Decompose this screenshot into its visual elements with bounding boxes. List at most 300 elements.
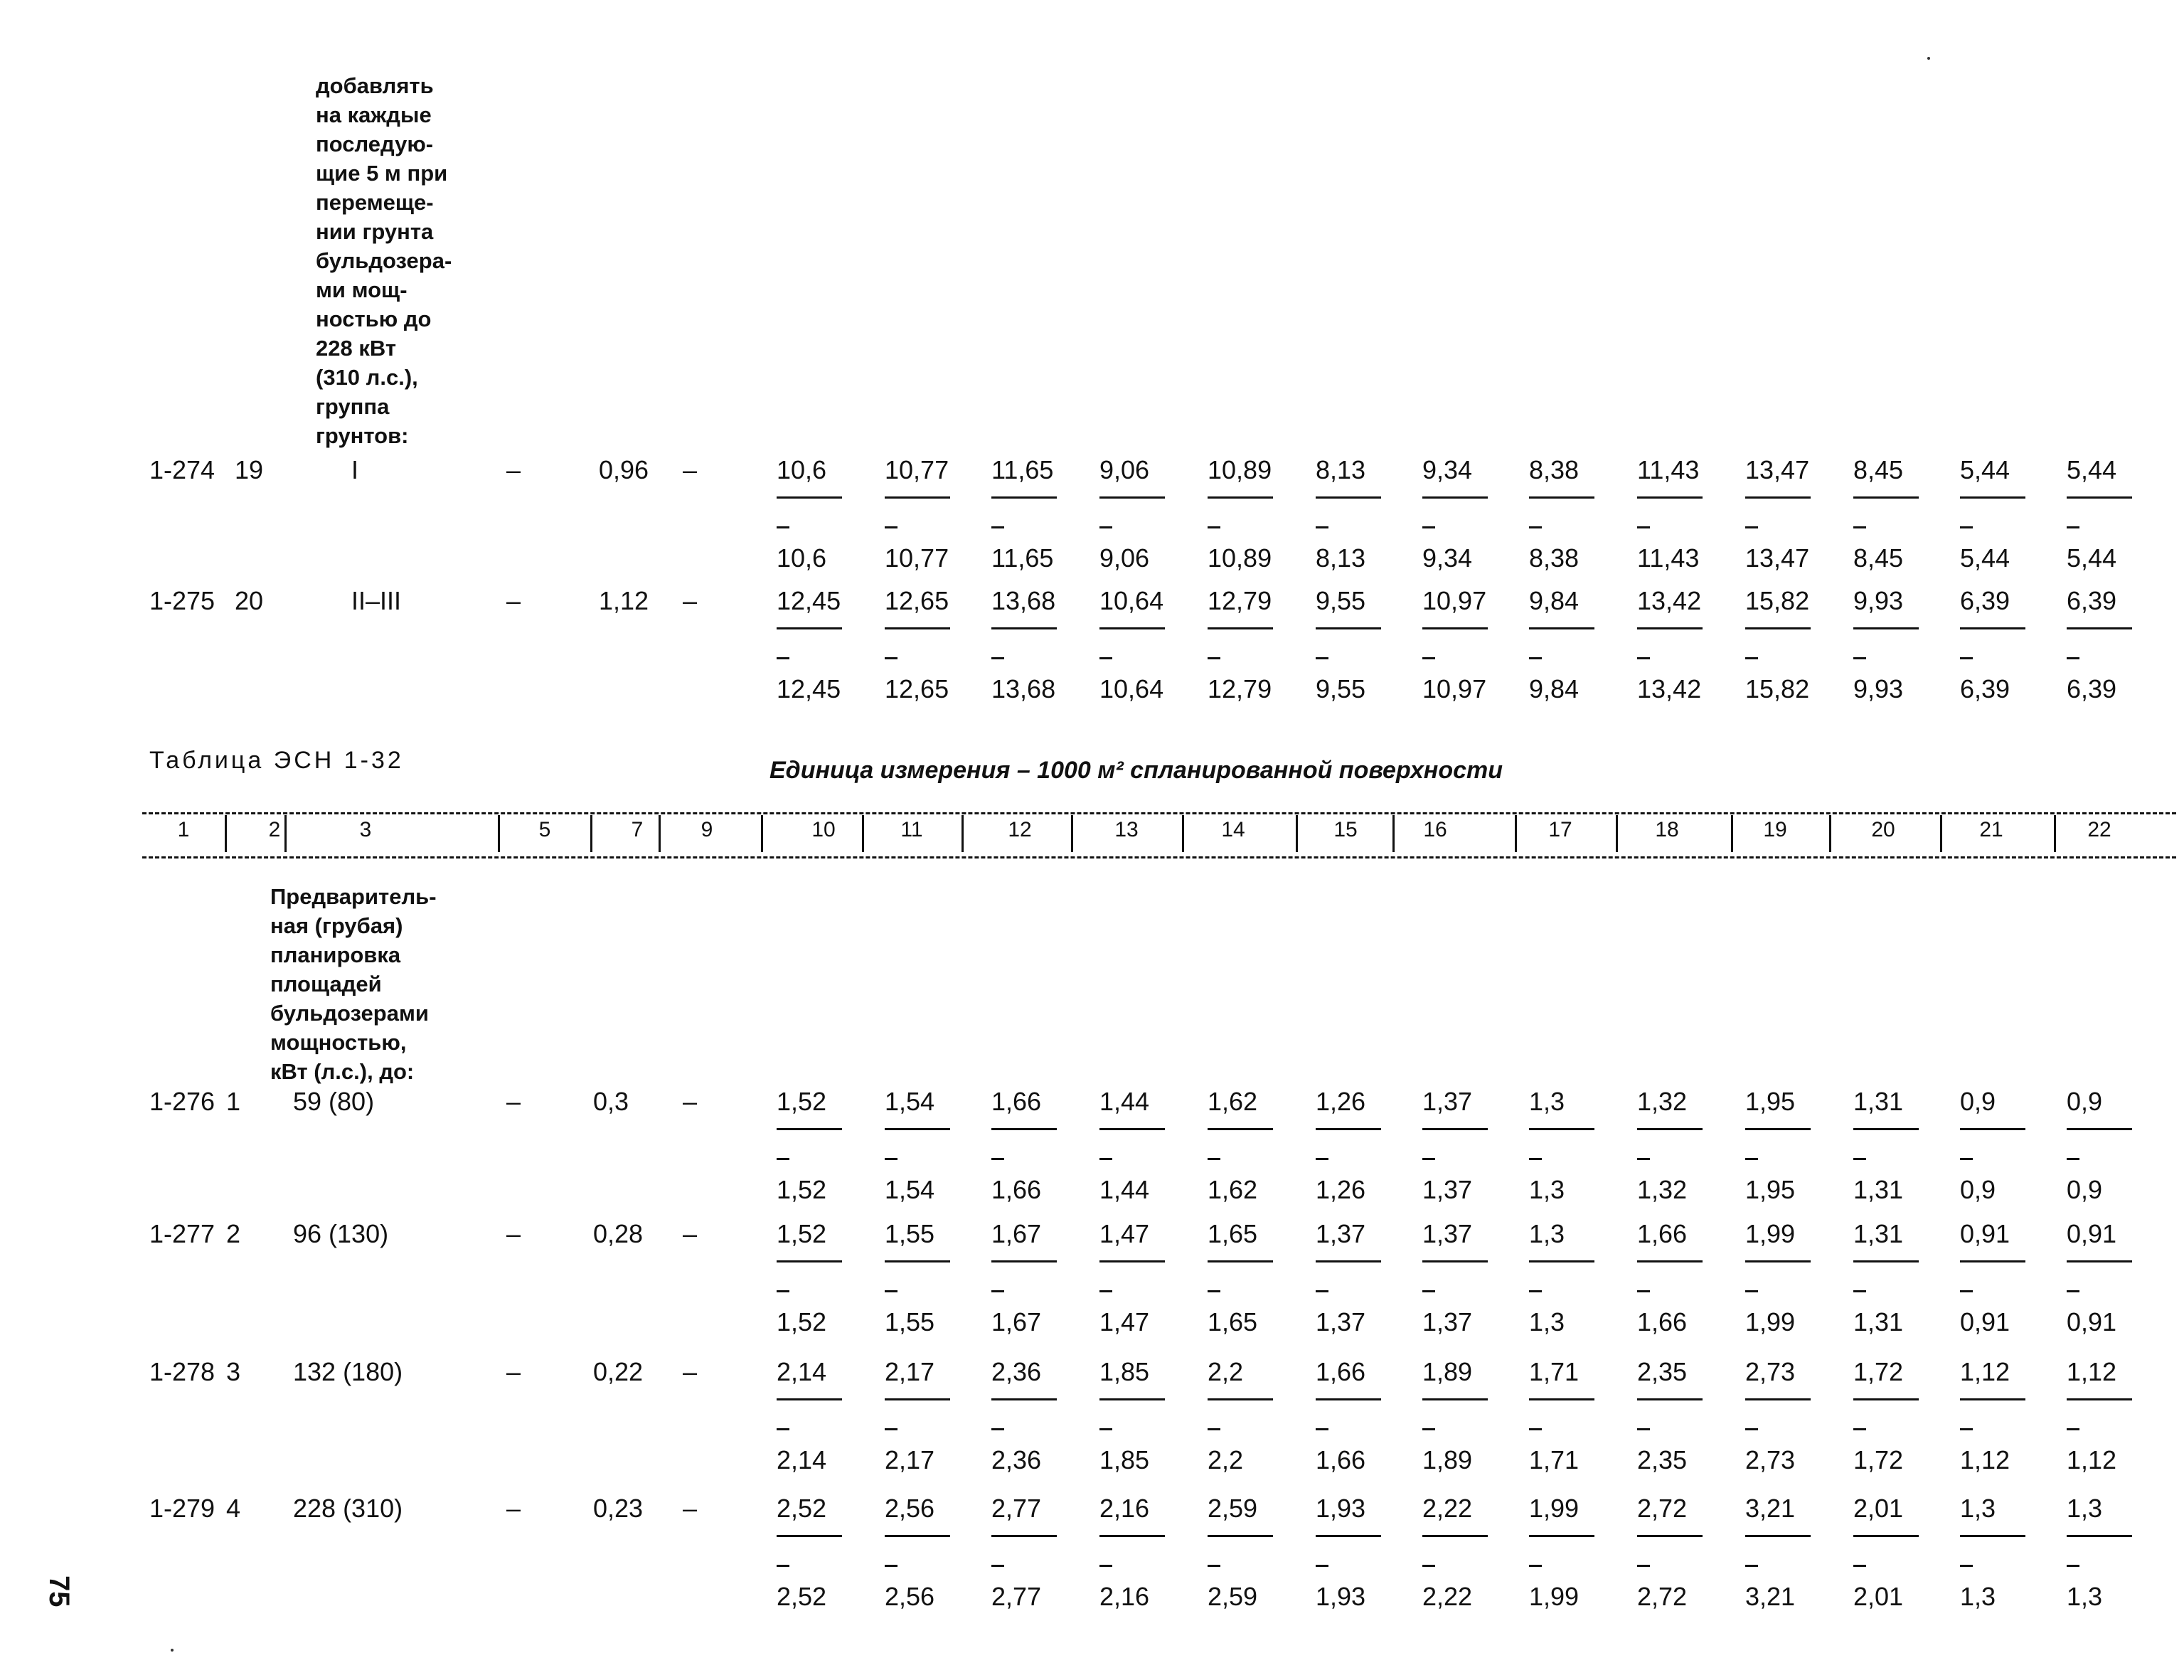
fraction-bar bbox=[2067, 1398, 2132, 1400]
header-cell: 15 bbox=[1333, 818, 1358, 841]
value-numerator: 1,67 bbox=[991, 1219, 1042, 1248]
value-numerator: 1,66 bbox=[1637, 1219, 1688, 1248]
value-denominator: 1,93 bbox=[1316, 1582, 1366, 1611]
value-denominator: 9,34 bbox=[1422, 543, 1473, 573]
fraction-bar bbox=[991, 1128, 1057, 1130]
minus-sign bbox=[777, 1428, 789, 1430]
minus-sign bbox=[2067, 657, 2079, 659]
value-numerator: 1,85 bbox=[1099, 1357, 1150, 1386]
value-numerator: 1,65 bbox=[1208, 1219, 1258, 1248]
fraction-bar bbox=[1745, 1535, 1811, 1537]
minus-sign bbox=[991, 526, 1004, 528]
row-code: 1-274 bbox=[149, 455, 215, 484]
page-number: 75 bbox=[43, 1575, 75, 1607]
value-denominator: 8,38 bbox=[1529, 543, 1580, 573]
row-number: 20 bbox=[235, 586, 264, 615]
minus-sign bbox=[1960, 657, 1973, 659]
header-cell: 1 bbox=[177, 818, 190, 841]
value-numerator: 1,62 bbox=[1208, 1087, 1258, 1116]
value-denominator: 1,32 bbox=[1637, 1175, 1688, 1204]
header-separator bbox=[1296, 815, 1298, 852]
fraction-bar bbox=[885, 1535, 950, 1537]
minus-sign bbox=[1208, 1290, 1220, 1292]
value-denominator: 3,21 bbox=[1745, 1582, 1796, 1611]
value-denominator: 8,45 bbox=[1853, 543, 1904, 573]
minus-sign bbox=[885, 1565, 897, 1567]
value-numerator: 2,01 bbox=[1853, 1494, 1904, 1523]
value-numerator: 1,37 bbox=[1316, 1219, 1366, 1248]
value-numerator: 2,59 bbox=[1208, 1494, 1258, 1523]
header-separator bbox=[1731, 815, 1733, 852]
minus-sign bbox=[1529, 1428, 1542, 1430]
minus-sign bbox=[991, 1565, 1004, 1567]
value-numerator: 1,54 bbox=[885, 1087, 935, 1116]
fraction-bar bbox=[2067, 1260, 2132, 1262]
row-name: II–III bbox=[351, 586, 402, 615]
fraction-bar bbox=[1316, 1535, 1381, 1537]
value-numerator: 2,36 bbox=[991, 1357, 1042, 1386]
value-denominator: 1,99 bbox=[1529, 1582, 1580, 1611]
value-denominator: 2,56 bbox=[885, 1582, 935, 1611]
value-numerator: 1,47 bbox=[1099, 1219, 1150, 1248]
value-numerator: 2,56 bbox=[885, 1494, 935, 1523]
value-denominator: 1,66 bbox=[1637, 1307, 1688, 1336]
value-numerator: 8,45 bbox=[1853, 455, 1904, 484]
value-numerator: 10,89 bbox=[1208, 455, 1272, 484]
value-denominator: 1,95 bbox=[1745, 1175, 1796, 1204]
minus-sign bbox=[885, 526, 897, 528]
value-denominator: 2,73 bbox=[1745, 1445, 1796, 1474]
value-denominator: 6,39 bbox=[2067, 674, 2117, 703]
fraction-bar bbox=[1208, 496, 1273, 499]
fraction-bar bbox=[1960, 1260, 2025, 1262]
minus-sign bbox=[1316, 657, 1328, 659]
fraction-bar bbox=[1316, 1128, 1381, 1130]
value-denominator: 1,99 bbox=[1745, 1307, 1796, 1336]
value-numerator: 2,73 bbox=[1745, 1357, 1796, 1386]
fraction-bar bbox=[885, 496, 950, 499]
header-cell: 3 bbox=[359, 818, 372, 841]
value-numerator: 1,37 bbox=[1422, 1087, 1473, 1116]
column-5-value: – bbox=[506, 1357, 521, 1386]
column-7-value: 0,96 bbox=[599, 455, 649, 484]
value-numerator: 1,32 bbox=[1637, 1087, 1688, 1116]
value-numerator: 2,52 bbox=[777, 1494, 827, 1523]
fraction-bar bbox=[1853, 496, 1919, 499]
row-number: 4 bbox=[226, 1494, 241, 1523]
fraction-bar bbox=[1637, 1260, 1703, 1262]
header-cell: 7 bbox=[631, 818, 644, 841]
minus-sign bbox=[777, 1158, 789, 1160]
value-denominator: 2,59 bbox=[1208, 1582, 1258, 1611]
header-cell: 5 bbox=[538, 818, 551, 841]
value-numerator: 2,14 bbox=[777, 1357, 827, 1386]
fraction-bar bbox=[1422, 496, 1488, 499]
fraction-bar bbox=[1960, 1398, 2025, 1400]
header-separator bbox=[2054, 815, 2056, 852]
unit-caption: Единица измерения – 1000 м² спланированной поверхности bbox=[769, 757, 1503, 784]
table-caption: Таблица ЭСН 1-32 bbox=[149, 747, 404, 774]
value-denominator: 2,52 bbox=[777, 1582, 827, 1611]
fraction-bar bbox=[1637, 496, 1703, 499]
value-numerator: 11,43 bbox=[1637, 455, 1700, 484]
value-denominator: 1,85 bbox=[1099, 1445, 1150, 1474]
value-numerator: 2,72 bbox=[1637, 1494, 1688, 1523]
column-9-value: – bbox=[683, 1494, 698, 1523]
minus-sign bbox=[1745, 657, 1758, 659]
value-numerator: 9,34 bbox=[1422, 455, 1473, 484]
value-numerator: 1,72 bbox=[1853, 1357, 1904, 1386]
fraction-bar bbox=[1529, 1128, 1594, 1130]
minus-sign bbox=[1529, 1158, 1542, 1160]
value-denominator: 0,9 bbox=[1960, 1175, 1996, 1204]
minus-sign bbox=[2067, 1290, 2079, 1292]
header-cell: 13 bbox=[1114, 818, 1139, 841]
minus-sign bbox=[1208, 657, 1220, 659]
minus-sign bbox=[777, 1565, 789, 1567]
value-numerator: 9,55 bbox=[1316, 586, 1366, 615]
value-numerator: 10,64 bbox=[1099, 586, 1164, 615]
fraction-bar bbox=[885, 1260, 950, 1262]
value-numerator: 2,77 bbox=[991, 1494, 1042, 1523]
fraction-bar bbox=[1208, 1260, 1273, 1262]
minus-sign bbox=[1316, 1565, 1328, 1567]
column-9-value: – bbox=[683, 455, 698, 484]
value-numerator: 0,91 bbox=[2067, 1219, 2117, 1248]
value-denominator: 5,44 bbox=[1960, 543, 2010, 573]
value-denominator: 2,72 bbox=[1637, 1582, 1688, 1611]
fraction-bar bbox=[1960, 496, 2025, 499]
value-denominator: 1,12 bbox=[2067, 1445, 2117, 1474]
minus-sign bbox=[1422, 1158, 1435, 1160]
fraction-bar bbox=[1208, 627, 1273, 629]
fraction-bar bbox=[1853, 1128, 1919, 1130]
value-numerator: 10,77 bbox=[885, 455, 949, 484]
minus-sign bbox=[1422, 1428, 1435, 1430]
fraction-bar bbox=[2067, 1128, 2132, 1130]
value-numerator: 9,84 bbox=[1529, 586, 1580, 615]
minus-sign bbox=[2067, 1158, 2079, 1160]
row-number: 1 bbox=[226, 1087, 241, 1116]
fraction-bar bbox=[1422, 1398, 1488, 1400]
value-denominator: 13,47 bbox=[1745, 543, 1810, 573]
header-bottom-rule bbox=[142, 856, 2176, 858]
fraction-bar bbox=[1529, 1535, 1594, 1537]
header-cell: 11 bbox=[900, 818, 923, 841]
value-denominator: 1,62 bbox=[1208, 1175, 1258, 1204]
header-separator bbox=[1616, 815, 1618, 852]
value-denominator: 8,13 bbox=[1316, 543, 1366, 573]
column-7-value: 0,3 bbox=[593, 1087, 629, 1116]
minus-sign bbox=[1099, 1565, 1112, 1567]
value-denominator: 1,3 bbox=[1529, 1175, 1565, 1204]
value-denominator: 1,54 bbox=[885, 1175, 935, 1204]
value-numerator: 1,71 bbox=[1529, 1357, 1580, 1386]
minus-sign bbox=[1853, 526, 1866, 528]
value-denominator: 10,64 bbox=[1099, 674, 1164, 703]
value-denominator: 1,47 bbox=[1099, 1307, 1150, 1336]
row-code: 1-279 bbox=[149, 1494, 215, 1523]
minus-sign bbox=[1960, 1290, 1973, 1292]
minus-sign bbox=[991, 657, 1004, 659]
fraction-bar bbox=[1853, 1260, 1919, 1262]
value-denominator: 2,17 bbox=[885, 1445, 935, 1474]
fraction-bar bbox=[1099, 496, 1165, 499]
scan-speck bbox=[171, 1649, 174, 1652]
minus-sign bbox=[1529, 1290, 1542, 1292]
value-denominator: 1,12 bbox=[1960, 1445, 2010, 1474]
header-cell: 9 bbox=[701, 818, 713, 841]
fraction-bar bbox=[1422, 627, 1488, 629]
minus-sign bbox=[1316, 526, 1328, 528]
minus-sign bbox=[1637, 1158, 1650, 1160]
row-code: 1-276 bbox=[149, 1087, 215, 1116]
value-denominator: 1,67 bbox=[991, 1307, 1042, 1336]
value-numerator: 11,65 bbox=[991, 455, 1054, 484]
minus-sign bbox=[1316, 1290, 1328, 1292]
header-cell: 10 bbox=[811, 818, 836, 841]
header-cell: 12 bbox=[1008, 818, 1032, 841]
header-separator bbox=[1940, 815, 1942, 852]
minus-sign bbox=[1316, 1158, 1328, 1160]
column-9-value: – bbox=[683, 1087, 698, 1116]
minus-sign bbox=[2067, 526, 2079, 528]
column-7-value: 1,12 bbox=[599, 586, 649, 615]
value-denominator: 11,43 bbox=[1637, 543, 1700, 573]
value-denominator: 1,3 bbox=[1960, 1582, 1996, 1611]
fraction-bar bbox=[1099, 627, 1165, 629]
value-denominator: 10,6 bbox=[777, 543, 827, 573]
minus-sign bbox=[1422, 1290, 1435, 1292]
value-denominator: 5,44 bbox=[2067, 543, 2117, 573]
header-separator bbox=[659, 815, 661, 852]
value-numerator: 0,9 bbox=[2067, 1087, 2103, 1116]
fraction-bar bbox=[1637, 1535, 1703, 1537]
header-separator bbox=[225, 815, 227, 852]
minus-sign bbox=[1208, 1158, 1220, 1160]
fraction-bar bbox=[991, 627, 1057, 629]
row-name: 59 (80) bbox=[293, 1087, 375, 1116]
value-denominator: 12,79 bbox=[1208, 674, 1272, 703]
minus-sign bbox=[1099, 1158, 1112, 1160]
value-denominator: 1,44 bbox=[1099, 1175, 1150, 1204]
value-denominator: 10,97 bbox=[1422, 674, 1487, 703]
minus-sign bbox=[1422, 526, 1435, 528]
minus-sign bbox=[1208, 1428, 1220, 1430]
minus-sign bbox=[2067, 1565, 2079, 1567]
value-numerator: 1,93 bbox=[1316, 1494, 1366, 1523]
fraction-bar bbox=[2067, 496, 2132, 499]
header-cell: 21 bbox=[1979, 818, 2003, 841]
column-7-value: 0,28 bbox=[593, 1219, 644, 1248]
value-denominator: 1,37 bbox=[1422, 1175, 1473, 1204]
value-denominator: 1,52 bbox=[777, 1175, 827, 1204]
minus-sign bbox=[1853, 1565, 1866, 1567]
value-denominator: 1,3 bbox=[1529, 1307, 1565, 1336]
column-5-value: – bbox=[506, 1087, 521, 1116]
header-separator bbox=[962, 815, 964, 852]
value-denominator: 1,65 bbox=[1208, 1307, 1258, 1336]
value-numerator: 13,42 bbox=[1637, 586, 1702, 615]
fraction-bar bbox=[2067, 1535, 2132, 1537]
minus-sign bbox=[991, 1158, 1004, 1160]
value-denominator: 9,55 bbox=[1316, 674, 1366, 703]
fraction-bar bbox=[1745, 1398, 1811, 1400]
minus-sign bbox=[1099, 657, 1112, 659]
value-numerator: 1,52 bbox=[777, 1219, 827, 1248]
value-numerator: 12,79 bbox=[1208, 586, 1272, 615]
header-separator bbox=[1515, 815, 1517, 852]
row-name: 132 (180) bbox=[293, 1357, 403, 1386]
value-numerator: 1,3 bbox=[1960, 1494, 1996, 1523]
value-denominator: 1,66 bbox=[991, 1175, 1042, 1204]
header-separator bbox=[590, 815, 592, 852]
minus-sign bbox=[1529, 526, 1542, 528]
value-denominator: 0,91 bbox=[2067, 1307, 2117, 1336]
value-denominator: 13,68 bbox=[991, 674, 1056, 703]
column-7-value: 0,22 bbox=[593, 1357, 644, 1386]
value-denominator: 2,01 bbox=[1853, 1582, 1904, 1611]
row-name: 96 (130) bbox=[293, 1219, 389, 1248]
minus-sign bbox=[1422, 1565, 1435, 1567]
minus-sign bbox=[1422, 657, 1435, 659]
minus-sign bbox=[991, 1290, 1004, 1292]
minus-sign bbox=[1637, 526, 1650, 528]
value-numerator: 2,17 bbox=[885, 1357, 935, 1386]
value-denominator: 2,36 bbox=[991, 1445, 1042, 1474]
fraction-bar bbox=[777, 1398, 842, 1400]
value-numerator: 3,21 bbox=[1745, 1494, 1796, 1523]
fraction-bar bbox=[1208, 1535, 1273, 1537]
value-denominator: 9,84 bbox=[1529, 674, 1580, 703]
value-numerator: 1,3 bbox=[2067, 1494, 2103, 1523]
value-denominator: 13,42 bbox=[1637, 674, 1702, 703]
fraction-bar bbox=[991, 1398, 1057, 1400]
value-denominator: 1,55 bbox=[885, 1307, 935, 1336]
minus-sign bbox=[885, 657, 897, 659]
value-numerator: 5,44 bbox=[2067, 455, 2117, 484]
value-denominator: 2,35 bbox=[1637, 1445, 1688, 1474]
value-numerator: 9,93 bbox=[1853, 586, 1904, 615]
value-numerator: 12,65 bbox=[885, 586, 949, 615]
value-numerator: 13,68 bbox=[991, 586, 1056, 615]
value-denominator: 1,3 bbox=[2067, 1582, 2103, 1611]
value-denominator: 1,37 bbox=[1422, 1307, 1473, 1336]
fraction-bar bbox=[991, 496, 1057, 499]
fraction-bar bbox=[1529, 627, 1594, 629]
value-numerator: 9,06 bbox=[1099, 455, 1150, 484]
value-numerator: 2,2 bbox=[1208, 1357, 1244, 1386]
minus-sign bbox=[777, 657, 789, 659]
value-denominator: 11,65 bbox=[991, 543, 1054, 573]
minus-sign bbox=[1529, 657, 1542, 659]
value-denominator: 1,66 bbox=[1316, 1445, 1366, 1474]
minus-sign bbox=[1853, 1158, 1866, 1160]
minus-sign bbox=[1637, 657, 1650, 659]
value-numerator: 1,31 bbox=[1853, 1219, 1904, 1248]
value-denominator: 0,91 bbox=[1960, 1307, 2010, 1336]
minus-sign bbox=[1208, 526, 1220, 528]
value-denominator: 1,71 bbox=[1529, 1445, 1580, 1474]
row-code: 1-277 bbox=[149, 1219, 215, 1248]
minus-sign bbox=[1208, 1565, 1220, 1567]
minus-sign bbox=[1853, 1290, 1866, 1292]
value-numerator: 8,38 bbox=[1529, 455, 1580, 484]
column-9-value: – bbox=[683, 1219, 698, 1248]
minus-sign bbox=[1745, 1428, 1758, 1430]
minus-sign bbox=[1637, 1290, 1650, 1292]
row-name: I bbox=[351, 455, 359, 484]
minus-sign bbox=[885, 1428, 897, 1430]
fraction-bar bbox=[1853, 627, 1919, 629]
minus-sign bbox=[1745, 526, 1758, 528]
header-cell: 14 bbox=[1221, 818, 1245, 841]
minus-sign bbox=[777, 1290, 789, 1292]
value-numerator: 1,66 bbox=[991, 1087, 1042, 1116]
value-numerator: 1,55 bbox=[885, 1219, 935, 1248]
header-top-rule bbox=[142, 812, 2176, 814]
fraction-bar bbox=[777, 496, 842, 499]
value-denominator: 1,52 bbox=[777, 1307, 827, 1336]
column-9-value: – bbox=[683, 586, 698, 615]
header-separator bbox=[1071, 815, 1073, 852]
fraction-bar bbox=[1745, 1128, 1811, 1130]
fraction-bar bbox=[1745, 627, 1811, 629]
minus-sign bbox=[1853, 657, 1866, 659]
fraction-bar bbox=[991, 1535, 1057, 1537]
value-numerator: 5,44 bbox=[1960, 455, 2010, 484]
minus-sign bbox=[885, 1290, 897, 1292]
bottom-description: Предваритель- ная (грубая) планировка площадей бульдозерами мощностью, кВт (л.с.), до: bbox=[270, 884, 437, 1084]
fraction-bar bbox=[1960, 1535, 2025, 1537]
value-denominator: 1,72 bbox=[1853, 1445, 1904, 1474]
minus-sign bbox=[1960, 1428, 1973, 1430]
fraction-bar bbox=[1529, 496, 1594, 499]
minus-sign bbox=[1316, 1428, 1328, 1430]
value-numerator: 8,13 bbox=[1316, 455, 1366, 484]
value-numerator: 1,3 bbox=[1529, 1219, 1565, 1248]
fraction-bar bbox=[1099, 1398, 1165, 1400]
header-separator bbox=[862, 815, 864, 852]
value-numerator: 1,12 bbox=[2067, 1357, 2117, 1386]
minus-sign bbox=[1745, 1290, 1758, 1292]
value-denominator: 10,77 bbox=[885, 543, 949, 573]
value-denominator: 12,45 bbox=[777, 674, 841, 703]
fraction-bar bbox=[1208, 1128, 1273, 1130]
fraction-bar bbox=[885, 1398, 950, 1400]
value-numerator: 10,97 bbox=[1422, 586, 1487, 615]
minus-sign bbox=[777, 526, 789, 528]
column-5-value: – bbox=[506, 455, 521, 484]
header-cell: 16 bbox=[1423, 818, 1447, 841]
minus-sign bbox=[1099, 1290, 1112, 1292]
fraction-bar bbox=[1316, 1260, 1381, 1262]
value-numerator: 1,44 bbox=[1099, 1087, 1150, 1116]
value-denominator: 1,31 bbox=[1853, 1307, 1904, 1336]
value-numerator: 0,9 bbox=[1960, 1087, 1996, 1116]
value-numerator: 1,99 bbox=[1529, 1494, 1580, 1523]
fraction-bar bbox=[1422, 1260, 1488, 1262]
fraction-bar bbox=[1316, 627, 1381, 629]
value-numerator: 2,16 bbox=[1099, 1494, 1150, 1523]
value-numerator: 6,39 bbox=[1960, 586, 2010, 615]
minus-sign bbox=[1960, 1158, 1973, 1160]
value-denominator: 6,39 bbox=[1960, 674, 2010, 703]
column-5-value: – bbox=[506, 1494, 521, 1523]
value-numerator: 15,82 bbox=[1745, 586, 1810, 615]
minus-sign bbox=[1637, 1565, 1650, 1567]
value-numerator: 1,89 bbox=[1422, 1357, 1473, 1386]
